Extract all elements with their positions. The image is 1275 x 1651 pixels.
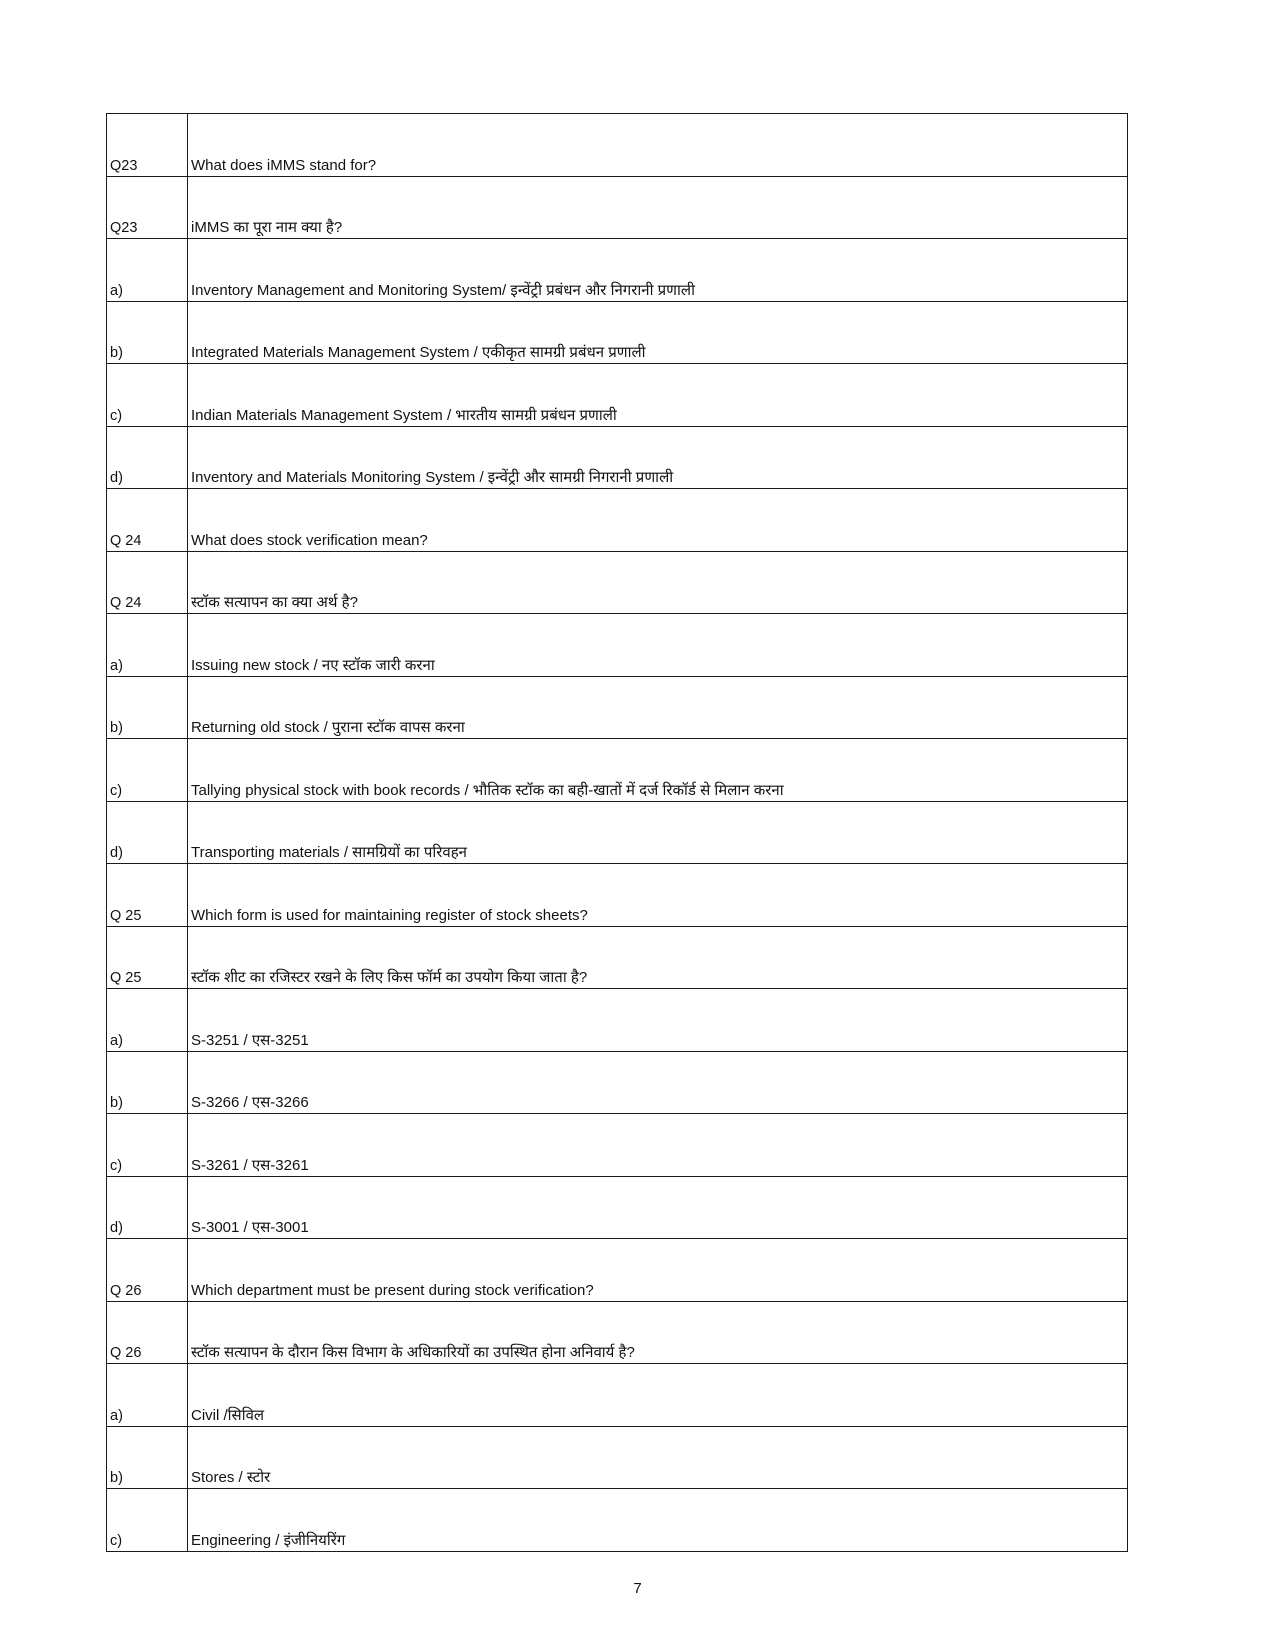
table-row: [107, 676, 1128, 739]
table-row: [107, 426, 1128, 489]
row-label: b): [107, 301, 188, 364]
table-row: [107, 1301, 1128, 1364]
table-row: [107, 1176, 1128, 1239]
row-text: Which form is used for maintaining register of stock sheets?: [188, 864, 1128, 927]
row-label: d): [107, 426, 188, 489]
table-row: [107, 301, 1128, 364]
row-label: a): [107, 1364, 188, 1427]
table-row: [107, 364, 1128, 427]
table-row: [107, 614, 1128, 677]
row-label: c): [107, 1114, 188, 1177]
row-text: Issuing new stock / नए स्टॉक जारी करना: [188, 614, 1128, 677]
table-row: [107, 239, 1128, 302]
question-table: [106, 113, 1128, 1552]
table-row: [107, 926, 1128, 989]
row-label: a): [107, 989, 188, 1052]
row-label: Q 25: [107, 926, 188, 989]
row-text: S-3261 / एस-3261: [188, 1114, 1128, 1177]
row-text: Returning old stock / पुराना स्टॉक वापस करना: [188, 676, 1128, 739]
row-label: Q 26: [107, 1239, 188, 1302]
row-text: S-3266 / एस-3266: [188, 1051, 1128, 1114]
table-row: [107, 801, 1128, 864]
table-row: [107, 114, 1128, 177]
table-row: [107, 1051, 1128, 1114]
row-text: Inventory Management and Monitoring System/ इन्वेंट्री प्रबंधन और निगरानी प्रणाली: [188, 239, 1128, 302]
table-row: [107, 176, 1128, 239]
table-row: [107, 1239, 1128, 1302]
table-row: [107, 1489, 1128, 1552]
page-number: 7: [633, 1580, 642, 1597]
table-row: [107, 1364, 1128, 1427]
row-label: c): [107, 739, 188, 802]
row-text: Civil /सिविल: [188, 1364, 1128, 1427]
row-text: S-3001 / एस-3001: [188, 1176, 1128, 1239]
row-label: Q23: [107, 176, 188, 239]
row-label: a): [107, 614, 188, 677]
row-text: Stores / स्टोर: [188, 1426, 1128, 1489]
row-label: Q 25: [107, 864, 188, 927]
row-label: a): [107, 239, 188, 302]
row-text: Which department must be present during stock verification?: [188, 1239, 1128, 1302]
row-label: c): [107, 1489, 188, 1552]
row-text: iMMS का पूरा नाम क्या है?: [188, 176, 1128, 239]
table-row: [107, 551, 1128, 614]
row-text: What does iMMS stand for?: [188, 114, 1128, 177]
table-row: [107, 989, 1128, 1052]
row-label: Q 24: [107, 489, 188, 552]
row-text: Indian Materials Management System / भारतीय सामग्री प्रबंधन प्रणाली: [188, 364, 1128, 427]
row-label: d): [107, 801, 188, 864]
row-text: Transporting materials / सामग्रियों का परिवहन: [188, 801, 1128, 864]
table-row: [107, 739, 1128, 802]
row-label: d): [107, 1176, 188, 1239]
row-text: स्टॉक सत्यापन के दौरान किस विभाग के अधिकारियों का उपस्थित होना अनिवार्य है?: [188, 1301, 1128, 1364]
row-label: Q 24: [107, 551, 188, 614]
row-label: b): [107, 1426, 188, 1489]
table-row: [107, 1114, 1128, 1177]
row-label: c): [107, 364, 188, 427]
row-label: b): [107, 676, 188, 739]
row-text: स्टॉक सत्यापन का क्या अर्थ है?: [188, 551, 1128, 614]
row-label: Q 26: [107, 1301, 188, 1364]
row-text: Engineering / इंजीनियरिंग: [188, 1489, 1128, 1552]
row-text: Tallying physical stock with book records / भौतिक स्टॉक का बही-खातों में दर्ज रिकॉर्ड से मिलान करना: [188, 739, 1128, 802]
row-label: Q23: [107, 114, 188, 177]
table-row: [107, 1426, 1128, 1489]
row-text: S-3251 / एस-3251: [188, 989, 1128, 1052]
table-row: [107, 489, 1128, 552]
row-text: स्टॉक शीट का रजिस्टर रखने के लिए किस फॉर्म का उपयोग किया जाता है?: [188, 926, 1128, 989]
row-text: What does stock verification mean?: [188, 489, 1128, 552]
row-text: Inventory and Materials Monitoring System / इन्वेंट्री और सामग्री निगरानी प्रणाली: [188, 426, 1128, 489]
row-label: b): [107, 1051, 188, 1114]
row-text: Integrated Materials Management System / एकीकृत सामग्री प्रबंधन प्रणाली: [188, 301, 1128, 364]
table-row: [107, 864, 1128, 927]
